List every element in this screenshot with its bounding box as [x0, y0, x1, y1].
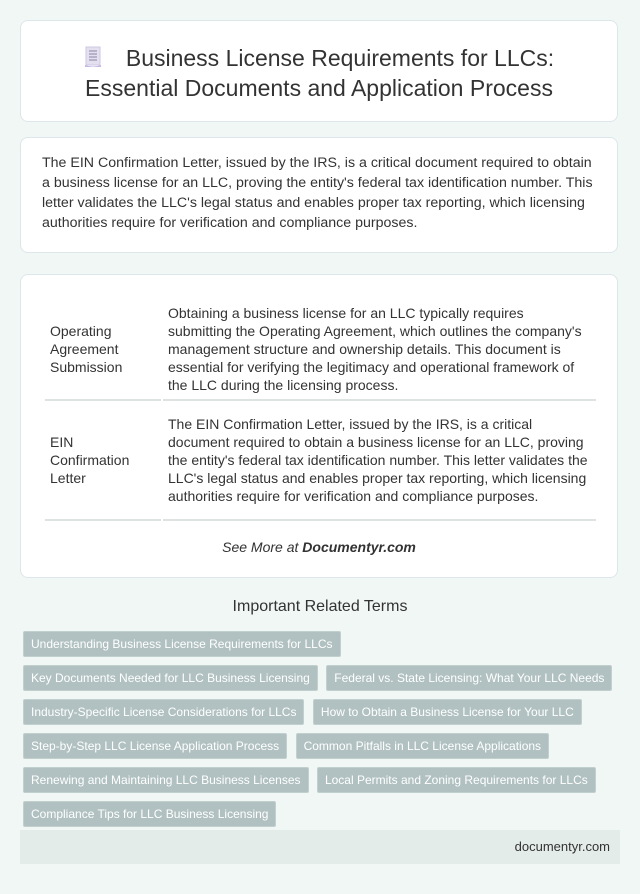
- see-more-link[interactable]: Documentyr.com: [302, 539, 416, 555]
- title-line-2: Essential Documents and Application Process: [85, 75, 553, 101]
- related-tag[interactable]: How to Obtain a Business License for Your LLC: [313, 699, 582, 725]
- related-tag[interactable]: Federal vs. State Licensing: What Your LLC Needs: [326, 665, 612, 691]
- document-receipt-icon: [84, 46, 102, 68]
- related-tag[interactable]: Step-by-Step LLC License Application Process: [23, 733, 287, 759]
- title-card: [20, 20, 618, 122]
- intro-card: [20, 137, 618, 253]
- row-description: The EIN Confirmation Letter, issued by the IRS, is a critical document required to obtain a business license for an LLC, proving the entity's federal tax identification number. This letter validates the LLC's legal status and enables proper tax reporting, which licensing authorities require for verification and compliance purposes.: [163, 401, 596, 521]
- see-more-prefix: See More at: [222, 539, 303, 555]
- related-tag[interactable]: Understanding Business License Requirements for LLCs: [23, 631, 341, 657]
- title-line-1: Business License Requirements for LLCs:: [125, 45, 555, 71]
- row-label: EIN Confirmation Letter: [45, 401, 161, 521]
- footer-site[interactable]: documentyr.com: [514, 839, 610, 854]
- table-row: [45, 401, 596, 521]
- related-tag[interactable]: Common Pitfalls in LLC License Applications: [296, 733, 549, 759]
- related-tag[interactable]: Compliance Tips for LLC Business Licensing: [23, 801, 276, 827]
- page-title: [21, 21, 617, 103]
- intro-text: The EIN Confirmation Letter, issued by the IRS, is a critical document required to obtain a business license for an LLC, proving the entity's federal tax identification number. This letter validates the LLC's legal status and enables proper tax reporting, which licensing authorities require for verification and compliance purposes.: [42, 155, 593, 231]
- document-table-card: [20, 274, 618, 578]
- row-label: Operating Agreement Submission: [45, 299, 161, 401]
- document-table: [43, 299, 598, 521]
- row-description: Obtaining a business license for an LLC typically requires submitting the Operating Agreement, which outlines the company's management structure and ownership details. This document is essential for verifying the legitimacy and operational framework of the LLC during the licensing process.: [163, 299, 596, 401]
- related-tag[interactable]: Industry-Specific License Considerations for LLCs: [23, 699, 304, 725]
- related-tags: [23, 631, 623, 835]
- related-tag[interactable]: Local Permits and Zoning Requirements for LLCs: [317, 767, 596, 793]
- related-tag[interactable]: Renewing and Maintaining LLC Business Licenses: [23, 767, 309, 793]
- see-more: [21, 539, 617, 555]
- footer: [20, 830, 620, 864]
- table-row: [45, 299, 596, 401]
- related-tag[interactable]: Key Documents Needed for LLC Business Licensing: [23, 665, 318, 691]
- related-terms-heading: Important Related Terms: [232, 598, 408, 615]
